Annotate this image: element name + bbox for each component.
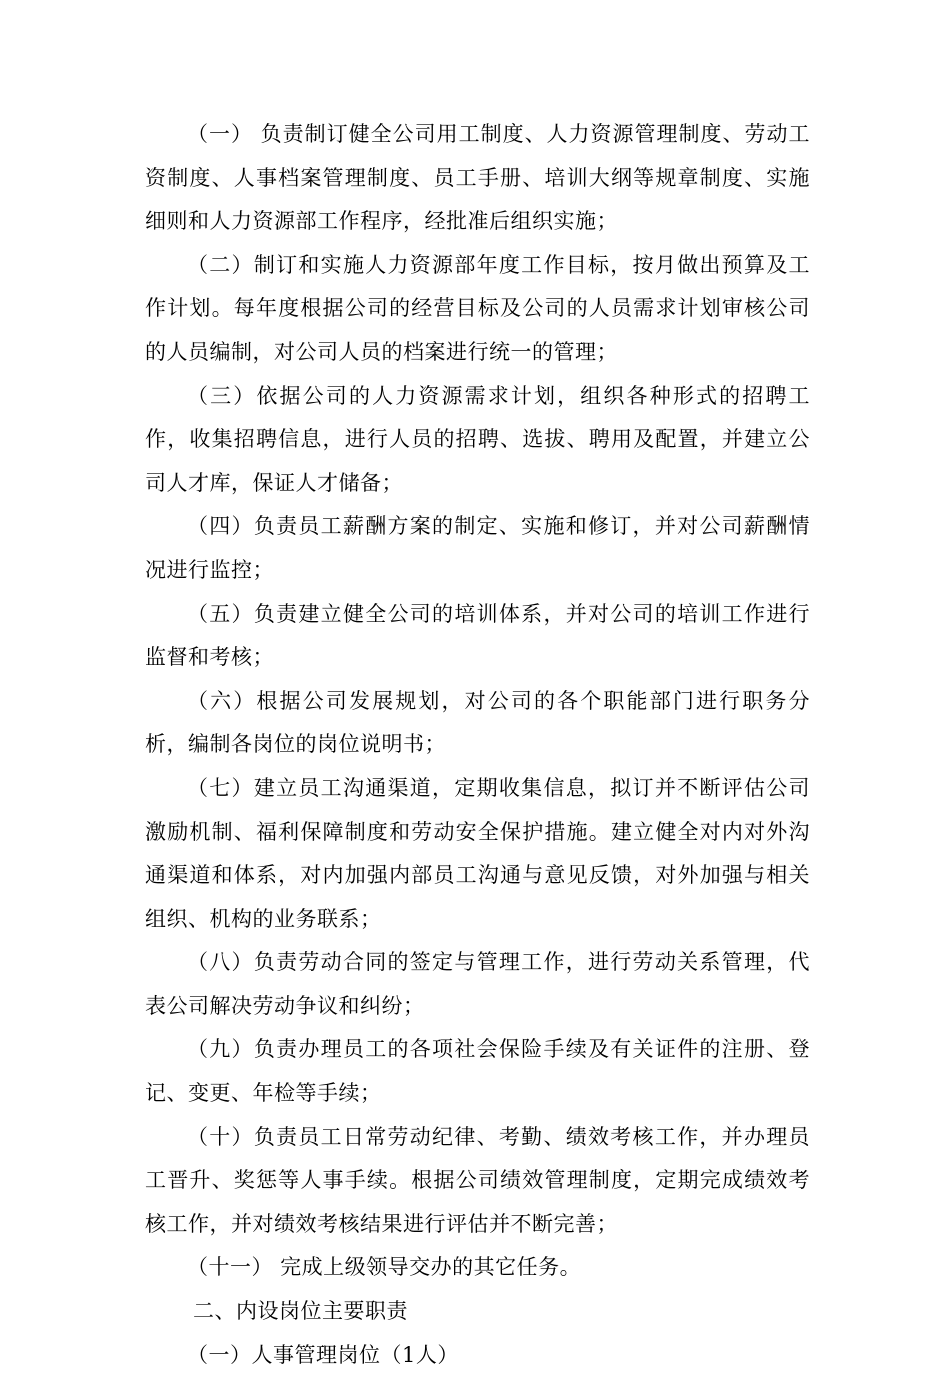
duty-paragraph-8: （八）负责劳动合同的签定与管理工作，进行劳动关系管理，代表公司解决劳动争议和纠纷；	[145, 950, 810, 1018]
duty-paragraph-1: （一） 负责制订健全公司用工制度、人力资源管理制度、劳动工资制度、人事档案管理制度、员工手册、培训大纲等规章制度、实施细则和人力资源部工作程序，经批准后组织实施；	[145, 122, 810, 234]
duty-paragraph-5: （五）负责建立健全公司的培训体系，并对公司的培训工作进行监督和考核；	[145, 601, 810, 670]
duty-paragraph-2: （二）制订和实施人力资源部年度工作目标，按月做出预算及工作计划。每年度根据公司的经营目标及公司的人员需求计划审核公司的人员编制，对公司人员的档案进行统一的管理；	[145, 252, 810, 364]
duty-paragraph-6: （六）根据公司发展规划，对公司的各个职能部门进行职务分析，编制各岗位的岗位说明书；	[145, 688, 810, 757]
sub-heading: （一）人事管理岗位（1人）	[187, 1342, 459, 1367]
duty-paragraph-9: （九）负责办理员工的各项社会保险手续及有关证件的注册、登记、变更、年检等手续；	[145, 1037, 810, 1106]
section-heading: 二、内设岗位主要职责	[193, 1299, 408, 1324]
duty-paragraph-3: （三）依据公司的人力资源需求计划，组织各种形式的招聘工作，收集招聘信息，进行人员的招聘、选拔、聘用及配置，并建立公司人才库，保证人才储备；	[145, 383, 810, 495]
duty-paragraph-10: （十）负责员工日常劳动纪律、考勤、绩效考核工作，并办理员工晋升、奖惩等人事手续。根据公司绩效管理制度，定期完成绩效考核工作，并对绩效考核结果进行评估并不断完善；	[145, 1124, 810, 1236]
duty-paragraph-4: （四）负责员工薪酬方案的制定、实施和修订，并对公司薪酬情况进行监控；	[145, 514, 810, 582]
duty-paragraph-7: （七）建立员工沟通渠道，定期收集信息，拟订并不断评估公司激励机制、福利保障制度和劳动安全保护措施。建立健全对内对外沟通渠道和体系，对内加强内部员工沟通与意见反馈，对外加强与相关组织、机构的业务联系；	[145, 775, 810, 931]
document-body	[145, 113, 810, 1377]
duty-paragraph-11: （十一） 完成上级领导交办的其它任务。	[187, 1255, 582, 1280]
